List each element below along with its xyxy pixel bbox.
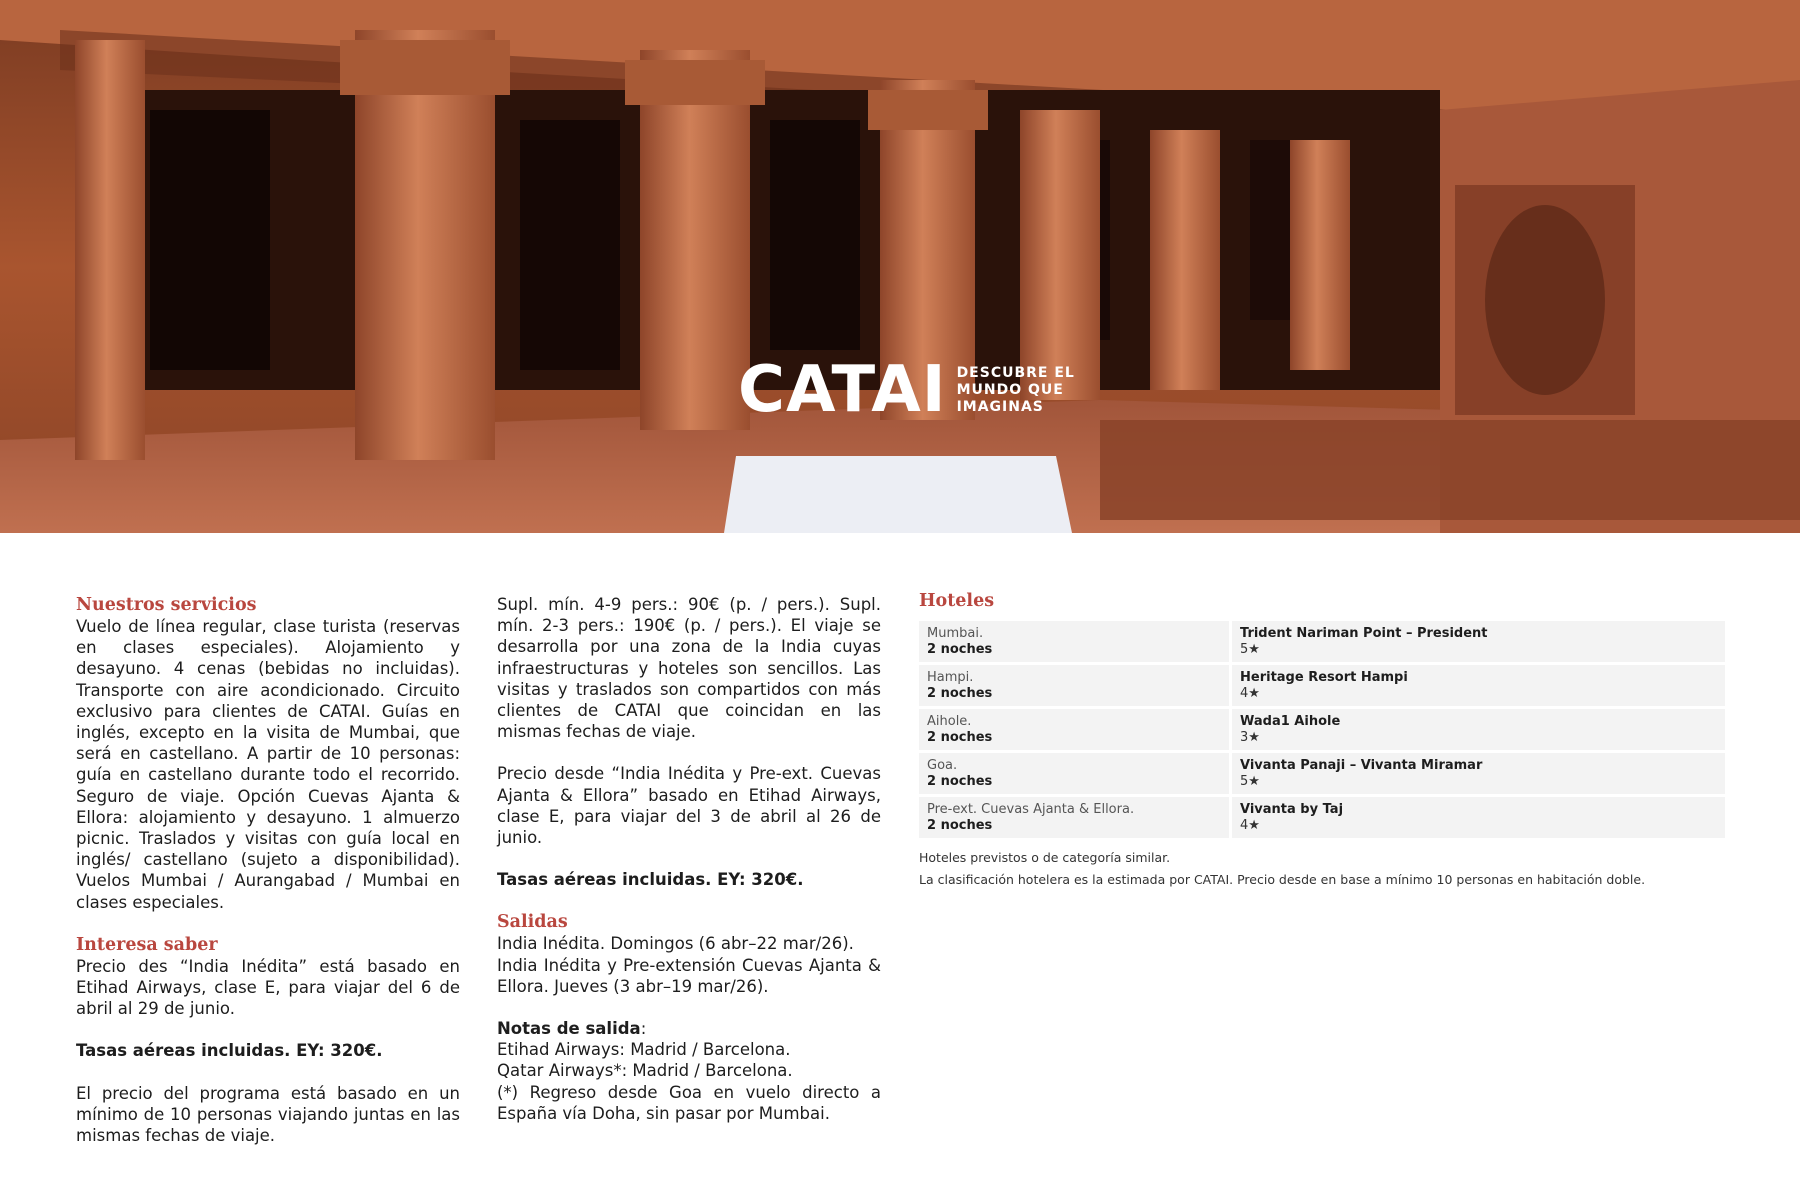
salidas-heading: Salidas [497, 912, 568, 933]
hotel-location-cell [919, 621, 1229, 662]
tasas-text-1: Tasas aéreas incluidas. EY: 320€. [76, 1041, 383, 1061]
table-row [919, 753, 1725, 794]
tagline-line-1: DESCUBRE EL [956, 364, 1075, 381]
tagline-line-3: IMAGINAS [956, 398, 1044, 415]
hotel-stars: 4★ [1240, 685, 1260, 701]
servicios-heading: Nuestros servicios [76, 595, 257, 615]
precio-text: Precio desde “India Inédita y Pre-ext. Cuevas Ajanta & Ellora” basado en Etihad Airways, clase E, para viajar del 3 de abril al 26 de junio. [497, 764, 881, 848]
column-details [497, 594, 881, 1124]
hotel-location-cell [919, 753, 1229, 794]
hotel-location-cell [919, 709, 1229, 750]
notas-title [497, 1018, 881, 1039]
hotel-location-cell [919, 797, 1229, 838]
suplementos-text: Supl. mín. 4-9 pers.: 90€ (p. / pers.). Supl. mín. 2-3 pers.: 190€ (p. / pers.). El viaje se desarrolla por una zona de la India cuyas infraestructuras y hoteles son sencillos. Las visitas y traslados son compartidos con más clientes de CATAI que coincidan en las mismas fechas de viaje. [497, 595, 881, 742]
nights-count: 2 noches [927, 729, 993, 745]
hotel-name-cell [1232, 797, 1725, 838]
hotel-stars: 4★ [1240, 817, 1260, 833]
hotel-name: Wada1 Aihole [1240, 714, 1341, 729]
nights-count: 2 noches [927, 773, 993, 789]
table-row [919, 709, 1725, 750]
hotel-stars: 5★ [1240, 641, 1260, 657]
hotel-name-cell [1232, 753, 1725, 794]
table-row [919, 797, 1725, 838]
salidas-line-1: India Inédita. Domingos (6 abr–22 mar/26). [497, 934, 854, 954]
hotels-heading: Hoteles [919, 591, 995, 611]
interesa-heading: Interesa saber [76, 934, 218, 955]
notas-line-3: (*) Regreso desde Goa en vuelo directo a España vía Doha, sin pasar por Mumbai. [497, 1082, 881, 1123]
nights-count: 2 noches [927, 817, 993, 833]
city-name: Mumbai. [927, 626, 984, 641]
hotel-location-cell [919, 665, 1229, 706]
city-name: Hampi. [927, 670, 974, 685]
hotel-name: Vivanta Panaji – Vivanta Miramar [1240, 758, 1483, 773]
nights-count: 2 noches [927, 685, 993, 701]
hotel-name-cell [1232, 665, 1725, 706]
hotel-stars: 5★ [1240, 773, 1260, 789]
notas-label: Notas de salida [497, 1019, 641, 1039]
brand-tagline [957, 365, 1075, 416]
hotel-name: Vivanta by Taj [1240, 802, 1344, 817]
hotel-name-cell [1232, 709, 1725, 750]
tasas-text-2: Tasas aéreas incluidas. EY: 320€. [497, 870, 804, 890]
nights-count: 2 noches [927, 641, 993, 657]
notas-line-2: Qatar Airways*: Madrid / Barcelona. [497, 1061, 793, 1081]
hotels-table [919, 621, 1725, 838]
minimo-text: El precio del programa está basado en un mínimo de 10 personas viajando juntas en las mismas fechas de viaje. [76, 1083, 460, 1146]
hotel-name: Trident Nariman Point – President [1240, 626, 1488, 641]
city-name: Aihole. [927, 714, 972, 729]
brand-name: CATAI [738, 353, 947, 427]
table-row [919, 665, 1725, 706]
hotel-stars: 3★ [1240, 729, 1260, 745]
servicios-text: Vuelo de línea regular, clase turista (reservas en clases especiales). Alojamiento y desayuno. 4 cenas (bebidas no incluidas). Transporte con aire acondicionado. Circuito exclusivo para clientes de CATAI. Guías en inglés, excepto en la visita de Mumbai, que será en castellano. A partir de 10 personas: guía en castellano durante todo el recorrido. Seguro de viaje. Opción Cuevas Ajanta & Ellora: alojamiento y desayuno. 1 almuerzo picnic. Traslados y visitas con guía local en inglés/ castellano (sujeto a disponibilidad). Vuelos Mumbai / Aurangabad / Mumbai en clases especiales. [76, 617, 460, 912]
hero-image [0, 0, 1800, 533]
hotels-notes [919, 847, 1725, 891]
catai-logo [738, 355, 1075, 425]
city-name: Pre-ext. Cuevas Ajanta & Ellora. [927, 802, 1135, 817]
hotel-name-cell [1232, 621, 1725, 662]
table-row [919, 621, 1725, 662]
interesa-text: Precio des “India Inédita” está basado en Etihad Airways, clase E, para viajar del 6 de abril al 29 de junio. [76, 956, 460, 1019]
hotels-section [919, 590, 1725, 891]
hotels-note-2: La clasificación hotelera es la estimada por CATAI. Precio desde en base a mínimo 10 personas en habitación doble. [919, 872, 1646, 887]
salidas-line-2: India Inédita y Pre-extensión Cuevas Ajanta & Ellora. Jueves (3 abr–19 mar/26). [497, 955, 881, 996]
column-services [76, 594, 460, 1146]
notas-line-1: Etihad Airways: Madrid / Barcelona. [497, 1040, 791, 1060]
city-name: Goa. [927, 758, 958, 773]
notas-colon: : [640, 1019, 647, 1039]
tagline-line-2: MUNDO QUE [956, 381, 1064, 398]
cave-temple-illustration [0, 0, 1800, 533]
hotel-name: Heritage Resort Hampi [1240, 670, 1408, 685]
hotels-note-1: Hoteles previstos o de categoría similar. [919, 850, 1171, 865]
